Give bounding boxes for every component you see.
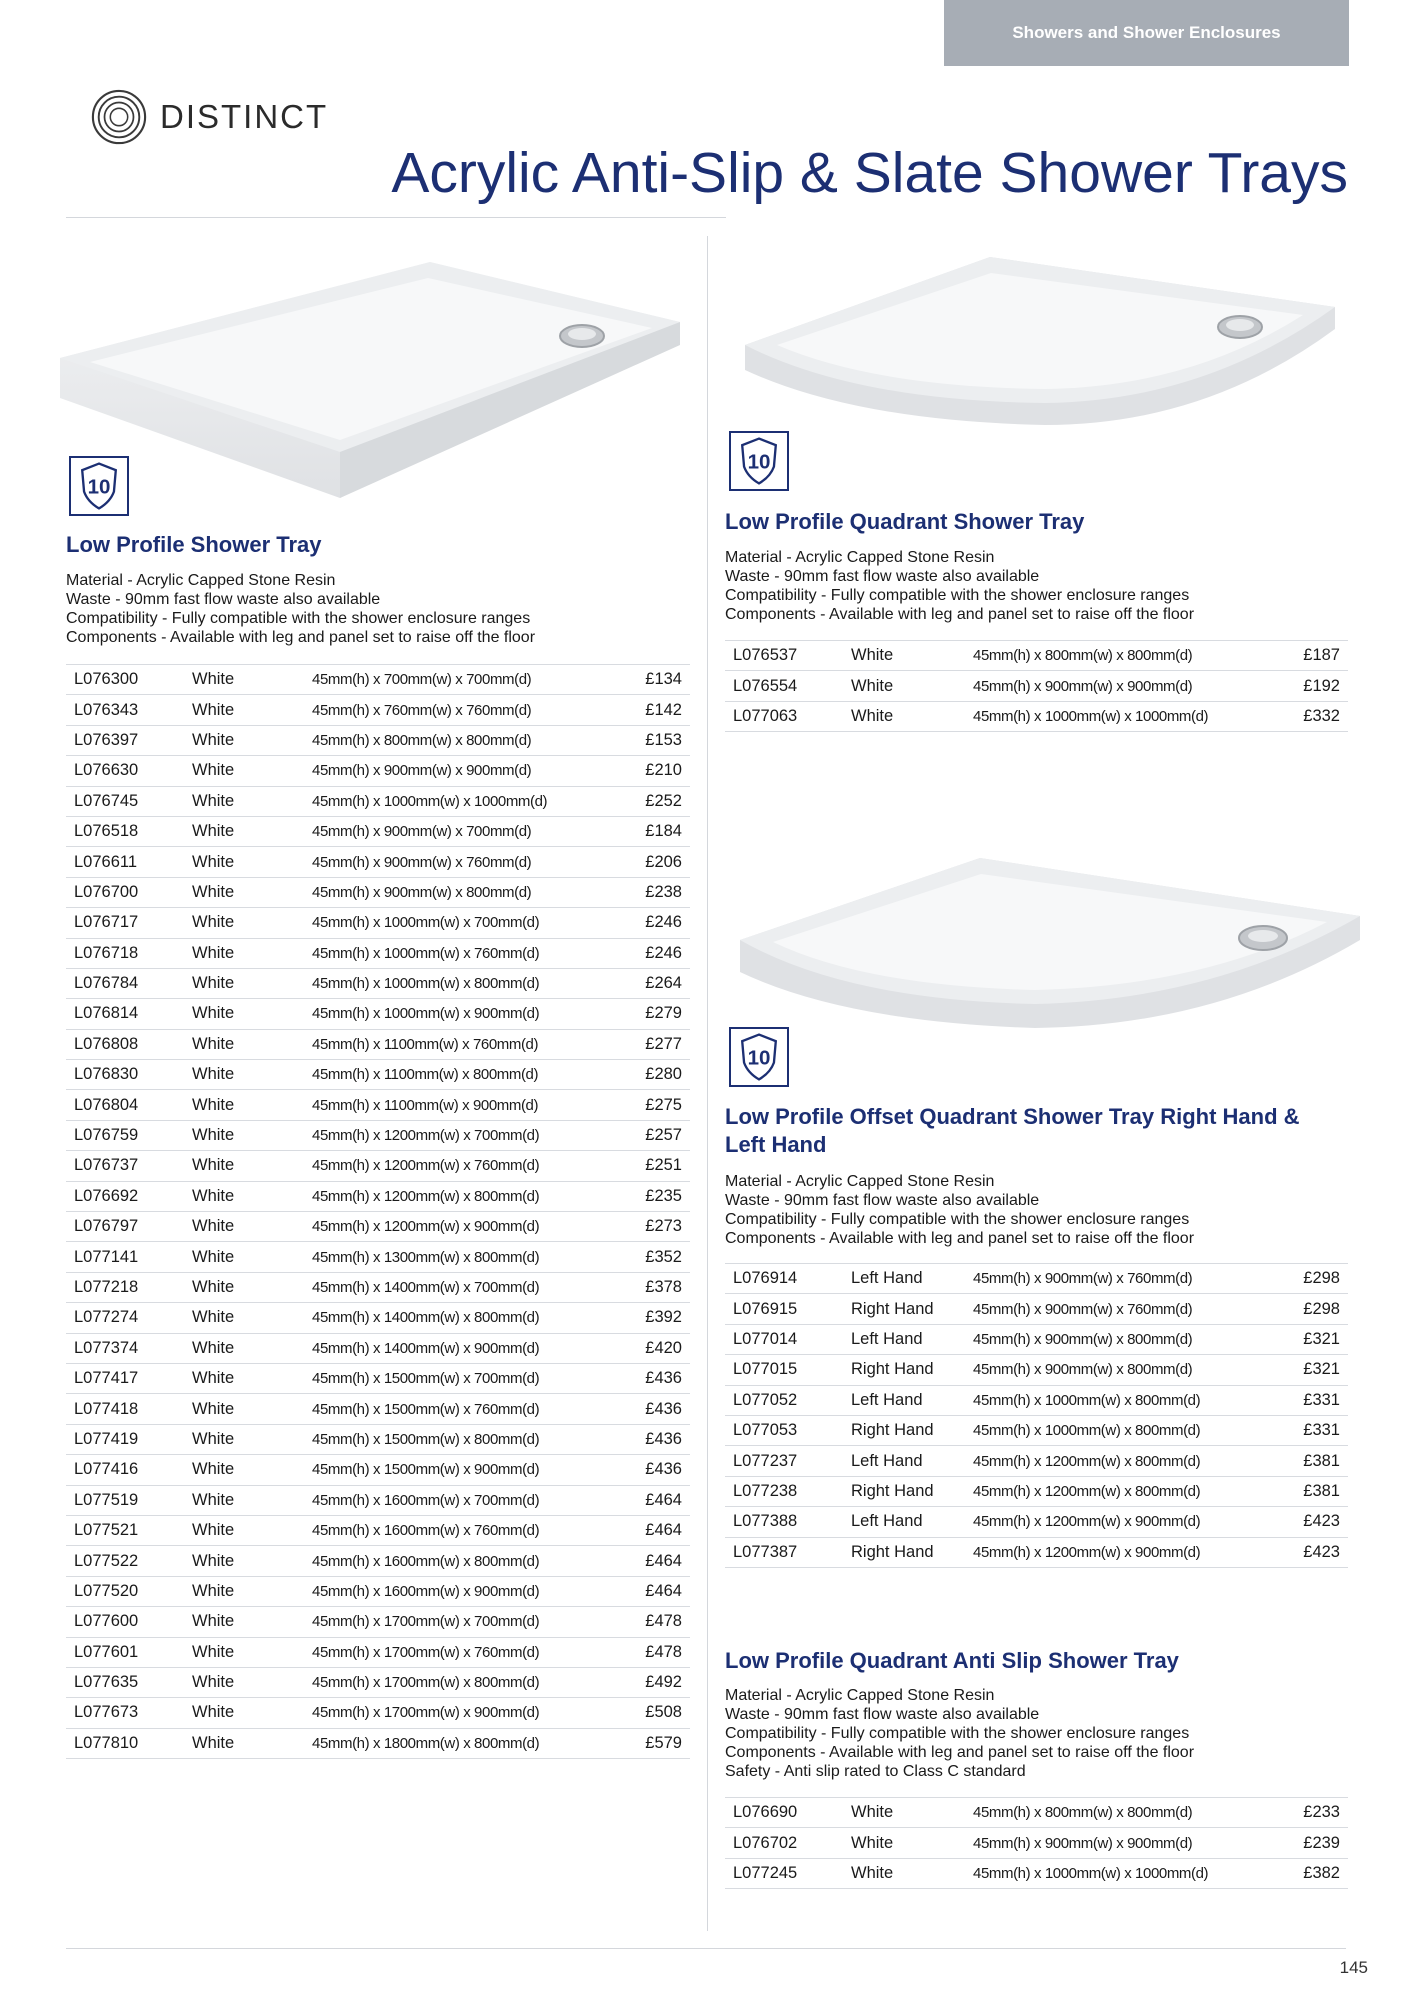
product-dimensions: 45mm(h) x 1000mm(w) x 800mm(d): [973, 1422, 1201, 1440]
table-row: [66, 1515, 690, 1545]
product-code: L076611: [74, 852, 138, 871]
product-finish: White: [192, 761, 235, 780]
table-row: [66, 938, 690, 968]
product-code: L077520: [74, 1581, 139, 1600]
product-title: Low Profile Quadrant Anti Slip Shower Tray: [725, 1648, 1179, 1673]
brand-rings-icon: [90, 88, 148, 146]
table-row: [66, 968, 690, 998]
product-code: L077237: [733, 1451, 798, 1470]
quadrant-tray-image: [735, 245, 1345, 435]
shield-icon: [731, 433, 787, 489]
product-finish: White: [851, 1863, 894, 1882]
product-price: £378: [645, 1278, 682, 1296]
product-price: £392: [645, 1308, 682, 1327]
product-dimensions: 45mm(h) x 1000mm(w) x 800mm(d): [312, 975, 540, 993]
table-row: [725, 1324, 1348, 1354]
product-finish: Right Hand: [851, 1542, 934, 1561]
product-dimensions: 45mm(h) x 800mm(w) x 800mm(d): [973, 647, 1193, 665]
product-dimensions: 45mm(h) x 1700mm(w) x 760mm(d): [312, 1643, 540, 1661]
table-row: [725, 1858, 1348, 1888]
product-finish: Left Hand: [851, 1329, 923, 1348]
product-finish: White: [192, 1490, 235, 1509]
product-finish: White: [192, 700, 235, 719]
section-tab: Showers and Shower Enclosures: [944, 0, 1349, 66]
offset-quadrant-tray-image: [735, 850, 1365, 1035]
title-divider: [66, 217, 726, 218]
product-price: £153: [645, 730, 682, 749]
table-row: [725, 1355, 1348, 1385]
page-title: Acrylic Anti-Slip & Slate Shower Trays: [391, 141, 1348, 205]
product-dimensions: 45mm(h) x 900mm(w) x 800mm(d): [312, 883, 532, 901]
product-dimensions: 45mm(h) x 1200mm(w) x 800mm(d): [973, 1482, 1201, 1500]
product-dimensions: 45mm(h) x 1200mm(w) x 900mm(d): [973, 1513, 1201, 1531]
product-dimensions: 45mm(h) x 1000mm(w) x 1000mm(d): [973, 707, 1209, 725]
product-code: L077387: [733, 1542, 798, 1561]
product-finish: White: [192, 1338, 235, 1357]
rectangular-tray-image: [60, 250, 690, 510]
product-finish: White: [192, 1460, 235, 1479]
product-price: £275: [645, 1095, 682, 1114]
table-row: [66, 1424, 690, 1454]
product-dimensions: 45mm(h) x 1300mm(w) x 800mm(d): [312, 1248, 540, 1266]
product-finish: White: [192, 1581, 235, 1600]
product-code: L077417: [74, 1369, 139, 1388]
product-dimensions: 45mm(h) x 900mm(w) x 760mm(d): [973, 1270, 1193, 1288]
product-dimensions: 45mm(h) x 1200mm(w) x 700mm(d): [312, 1127, 540, 1145]
product-price: £210: [645, 761, 682, 780]
product-finish: White: [851, 1803, 894, 1822]
product-dimensions: 45mm(h) x 900mm(w) x 900mm(d): [973, 677, 1193, 695]
product-code: L076300: [74, 670, 139, 689]
price-table: [725, 1263, 1348, 1568]
product-dimensions: 45mm(h) x 1600mm(w) x 760mm(d): [312, 1522, 540, 1540]
table-row: [66, 1607, 690, 1637]
product-finish: White: [851, 706, 894, 725]
product-title: Low Profile Quadrant Shower Tray: [725, 509, 1085, 534]
product-code: L077374: [74, 1338, 139, 1357]
product-title: Low Profile Shower Tray: [66, 532, 322, 557]
product-price: £252: [645, 791, 682, 810]
table-row: [66, 1485, 690, 1515]
product-dimensions: 45mm(h) x 1500mm(w) x 800mm(d): [312, 1430, 540, 1448]
table-row: [66, 1576, 690, 1606]
product-price: £298: [1303, 1299, 1340, 1318]
product-code: L077418: [74, 1399, 139, 1418]
svg-text:10: 10: [87, 475, 111, 499]
table-row: [725, 701, 1348, 731]
product-code: L077635: [74, 1673, 139, 1692]
table-row: [725, 641, 1348, 671]
product-code: L077014: [733, 1329, 798, 1348]
product-price: £464: [645, 1521, 682, 1540]
product-code: L076797: [74, 1217, 139, 1236]
product-finish: White: [192, 882, 235, 901]
product-price: £280: [645, 1065, 682, 1084]
product-dimensions: 45mm(h) x 800mm(w) x 800mm(d): [973, 1804, 1193, 1822]
table-row: [66, 1546, 690, 1576]
product-code: L077416: [74, 1460, 139, 1479]
product-code: L076343: [74, 700, 139, 719]
product-code: L077522: [74, 1551, 139, 1570]
table-row: [725, 1476, 1348, 1506]
product-code: L076700: [74, 882, 139, 901]
product-finish: White: [192, 1217, 235, 1236]
product-code: L077388: [733, 1512, 798, 1531]
product-finish: White: [192, 1733, 235, 1752]
table-row: [66, 1333, 690, 1363]
product-finish: White: [192, 1308, 235, 1327]
table-row: [66, 847, 690, 877]
product-finish: White: [192, 1673, 235, 1692]
product-price: £257: [645, 1126, 682, 1145]
product-code: L076702: [733, 1833, 798, 1852]
table-row: [66, 786, 690, 816]
product-dimensions: 45mm(h) x 900mm(w) x 800mm(d): [973, 1361, 1193, 1379]
table-row: [66, 1363, 690, 1393]
product-price: £436: [645, 1429, 682, 1448]
table-row: [725, 671, 1348, 701]
product-code: L077245: [733, 1863, 798, 1882]
product-price: £184: [645, 822, 682, 841]
table-row: [66, 1303, 690, 1333]
table-row: [66, 1120, 690, 1150]
product-price: £277: [645, 1034, 682, 1053]
product-dimensions: 45mm(h) x 1500mm(w) x 700mm(d): [312, 1370, 540, 1388]
product-code: L077141: [74, 1247, 139, 1266]
table-row: [66, 1637, 690, 1667]
product-finish: White: [192, 1521, 235, 1540]
product-price: £279: [645, 1004, 682, 1023]
product-finish: White: [851, 646, 894, 665]
product-finish: White: [192, 1247, 235, 1266]
product-code: L076737: [74, 1156, 139, 1175]
product-code: L077015: [733, 1360, 798, 1379]
svg-text:10: 10: [747, 1046, 771, 1070]
table-row: [725, 1264, 1348, 1294]
product-price: £235: [645, 1186, 682, 1205]
product-price: £436: [645, 1460, 682, 1479]
product-code: L077601: [74, 1642, 139, 1661]
product-price: £233: [1303, 1803, 1340, 1822]
product-code: L076692: [74, 1186, 139, 1205]
table-row: [66, 1667, 690, 1697]
product-dimensions: 45mm(h) x 1000mm(w) x 1000mm(d): [973, 1864, 1209, 1882]
product-price: £436: [645, 1399, 682, 1418]
product-finish: Right Hand: [851, 1421, 934, 1440]
product-code: L076690: [733, 1803, 798, 1822]
product-code: L077600: [74, 1612, 139, 1631]
product-dimensions: 45mm(h) x 900mm(w) x 900mm(d): [312, 762, 532, 780]
product-dimensions: 45mm(h) x 1100mm(w) x 800mm(d): [312, 1066, 539, 1084]
price-table: [725, 1797, 1348, 1889]
product-finish: White: [192, 730, 235, 749]
product-price: £423: [1303, 1542, 1340, 1561]
product-finish: White: [192, 1369, 235, 1388]
product-price: £264: [645, 974, 682, 993]
product-dimensions: 45mm(h) x 900mm(w) x 800mm(d): [973, 1330, 1193, 1348]
product-finish: White: [192, 1126, 235, 1145]
product-code: L076718: [74, 943, 139, 962]
product-code: L076804: [74, 1095, 139, 1114]
product-dimensions: 45mm(h) x 1500mm(w) x 760mm(d): [312, 1400, 540, 1418]
product-finish: Right Hand: [851, 1481, 934, 1500]
table-row: [66, 1060, 690, 1090]
product-price: £134: [645, 670, 682, 689]
product-finish: White: [192, 1642, 235, 1661]
product-price: £381: [1303, 1451, 1340, 1470]
column-divider: [707, 236, 708, 1931]
product-title: Low Profile Offset Quadrant Shower Tray Right Hand & Left Hand: [725, 1104, 1300, 1157]
product-specs: Material - Acrylic Capped Stone Resin Waste - 90mm fast flow waste also available Compatibility - Fully compatible with the shower enclosure ranges Components - Available with leg and panel set to raise off the floor: [725, 549, 1195, 623]
table-row: [66, 1090, 690, 1120]
product-dimensions: 45mm(h) x 1100mm(w) x 760mm(d): [312, 1035, 539, 1053]
table-row: [725, 1294, 1348, 1324]
product-code: L076914: [733, 1269, 798, 1288]
product-finish: White: [192, 1034, 235, 1053]
product-dimensions: 45mm(h) x 1200mm(w) x 800mm(d): [973, 1452, 1201, 1470]
table-row: [66, 999, 690, 1029]
product-finish: White: [192, 852, 235, 871]
product-dimensions: 45mm(h) x 800mm(w) x 800mm(d): [312, 731, 532, 749]
footer-divider: [66, 1948, 1346, 1949]
product-dimensions: 45mm(h) x 1400mm(w) x 700mm(d): [312, 1279, 540, 1296]
product-price: £579: [645, 1733, 682, 1752]
product-price: £436: [645, 1369, 682, 1388]
product-price: £464: [645, 1581, 682, 1600]
product-price: £192: [1303, 676, 1340, 695]
table-row: [66, 756, 690, 786]
product-finish: White: [192, 1551, 235, 1570]
product-code: L077521: [74, 1521, 139, 1540]
product-code: L077052: [733, 1390, 798, 1409]
product-finish: White: [192, 1095, 235, 1114]
product-price: £464: [645, 1490, 682, 1509]
product-dimensions: 45mm(h) x 1700mm(w) x 700mm(d): [312, 1613, 540, 1631]
product-dimensions: 45mm(h) x 1000mm(w) x 800mm(d): [973, 1391, 1201, 1409]
product-specs: Material - Acrylic Capped Stone Resin Waste - 90mm fast flow waste also available Compatibility - Fully compatible with the shower enclosure ranges Components - Available with leg and panel set to raise off the floor Safety - Anti slip rated to Class C standard: [725, 1687, 1195, 1780]
product-price: £423: [1303, 1512, 1340, 1531]
product-finish: White: [192, 1399, 235, 1418]
product-code: L076915: [733, 1299, 798, 1318]
product-price: £187: [1303, 646, 1340, 665]
product-dimensions: 45mm(h) x 900mm(w) x 760mm(d): [312, 853, 532, 871]
table-row: [725, 1537, 1348, 1567]
table-row: [66, 1029, 690, 1059]
product-dimensions: 45mm(h) x 1000mm(w) x 900mm(d): [312, 1005, 540, 1023]
product-specs: Material - Acrylic Capped Stone Resin Waste - 90mm fast flow waste also available Compatibility - Fully compatible with the shower enclosure ranges Components - Available with leg and panel set to raise off the floor: [725, 1173, 1195, 1247]
product-price: £332: [1303, 706, 1340, 725]
table-row: [66, 725, 690, 755]
warranty-10-badge: [69, 456, 129, 516]
product-dimensions: 45mm(h) x 1500mm(w) x 900mm(d): [312, 1461, 540, 1479]
product-code: L077218: [74, 1278, 139, 1296]
product-dimensions: 45mm(h) x 1200mm(w) x 800mm(d): [312, 1187, 540, 1205]
product-price: £298: [1303, 1269, 1340, 1288]
product-finish: Right Hand: [851, 1299, 934, 1318]
product-code: L076814: [74, 1004, 139, 1023]
product-price: £508: [645, 1703, 682, 1722]
product-price: £331: [1303, 1421, 1340, 1440]
table-row: [66, 1455, 690, 1485]
price-table: [725, 640, 1348, 732]
table-row: [66, 695, 690, 725]
table-row: [66, 1181, 690, 1211]
product-dimensions: 45mm(h) x 760mm(w) x 760mm(d): [312, 701, 532, 719]
table-row: [725, 1798, 1348, 1828]
product-price: £321: [1303, 1360, 1340, 1379]
product-code: L076630: [74, 761, 139, 780]
table-row: [66, 1212, 690, 1242]
product-price: £273: [645, 1217, 682, 1236]
price-table: [66, 664, 690, 1759]
product-dimensions: 45mm(h) x 1000mm(w) x 1000mm(d): [312, 792, 548, 810]
product-finish: Right Hand: [851, 1360, 934, 1379]
product-code: L076808: [74, 1034, 139, 1053]
product-code: L076554: [733, 676, 798, 695]
product-price: £246: [645, 913, 682, 932]
table-row: [66, 1272, 690, 1302]
product-code: L076518: [74, 822, 139, 841]
table-row: [66, 1698, 690, 1728]
product-finish: White: [192, 1278, 235, 1296]
product-finish: Left Hand: [851, 1269, 923, 1288]
product-code: L077063: [733, 706, 798, 725]
product-specs: Material - Acrylic Capped Stone Resin Waste - 90mm fast flow waste also available Compatibility - Fully compatible with the shower enclosure ranges Components - Available with leg and panel set to raise off the floor: [66, 572, 536, 646]
product-code: L076759: [74, 1126, 139, 1145]
product-dimensions: 45mm(h) x 900mm(w) x 700mm(d): [312, 823, 532, 841]
product-dimensions: 45mm(h) x 1000mm(w) x 760mm(d): [312, 944, 540, 962]
product-code: L077419: [74, 1429, 139, 1448]
product-code: L077673: [74, 1703, 139, 1722]
product-dimensions: 45mm(h) x 700mm(w) x 700mm(d): [312, 671, 532, 689]
product-finish: Left Hand: [851, 1451, 923, 1470]
product-code: L077810: [74, 1733, 139, 1752]
table-row: [725, 1415, 1348, 1445]
svg-text:10: 10: [747, 450, 771, 474]
product-code: L076537: [733, 646, 798, 665]
product-dimensions: 45mm(h) x 1600mm(w) x 700mm(d): [312, 1491, 540, 1509]
product-finish: White: [851, 676, 894, 695]
product-finish: White: [192, 822, 235, 841]
product-dimensions: 45mm(h) x 1800mm(w) x 800mm(d): [312, 1734, 540, 1752]
table-row: [66, 1394, 690, 1424]
product-price: £142: [645, 700, 682, 719]
product-finish: White: [192, 1186, 235, 1205]
product-code: L076745: [74, 791, 139, 810]
product-price: £478: [645, 1612, 682, 1631]
table-row: [66, 908, 690, 938]
product-dimensions: 45mm(h) x 1600mm(w) x 800mm(d): [312, 1552, 540, 1570]
product-code: L076784: [74, 974, 139, 993]
table-row: [66, 816, 690, 846]
product-finish: White: [192, 1004, 235, 1023]
product-price: £464: [645, 1551, 682, 1570]
product-dimensions: 45mm(h) x 1200mm(w) x 900mm(d): [973, 1543, 1201, 1561]
product-dimensions: 45mm(h) x 900mm(w) x 760mm(d): [973, 1300, 1193, 1318]
product-code: L077519: [74, 1490, 139, 1509]
brand-name: DISTINCT: [160, 98, 329, 135]
table-row: [725, 1828, 1348, 1858]
product-code: L076717: [74, 913, 139, 932]
product-dimensions: 45mm(h) x 1700mm(w) x 900mm(d): [312, 1704, 540, 1722]
product-dimensions: 45mm(h) x 900mm(w) x 900mm(d): [973, 1834, 1193, 1852]
product-code: L077238: [733, 1481, 798, 1500]
product-code: L077053: [733, 1421, 798, 1440]
product-dimensions: 45mm(h) x 1600mm(w) x 900mm(d): [312, 1582, 540, 1600]
product-finish: White: [851, 1833, 894, 1852]
product-finish: Left Hand: [851, 1512, 923, 1531]
product-price: £382: [1303, 1863, 1340, 1882]
product-dimensions: 45mm(h) x 1100mm(w) x 900mm(d): [312, 1096, 539, 1114]
product-price: £331: [1303, 1390, 1340, 1409]
page-number: 145: [1339, 1958, 1368, 1977]
product-code: L076397: [74, 730, 139, 749]
table-row: [66, 877, 690, 907]
product-dimensions: 45mm(h) x 1200mm(w) x 900mm(d): [312, 1218, 540, 1236]
table-row: [66, 1242, 690, 1272]
product-price: £352: [645, 1247, 682, 1266]
product-price: £478: [645, 1642, 682, 1661]
product-dimensions: 45mm(h) x 1000mm(w) x 700mm(d): [312, 914, 540, 932]
product-finish: White: [192, 1156, 235, 1175]
product-price: £492: [645, 1673, 682, 1692]
product-dimensions: 45mm(h) x 1700mm(w) x 800mm(d): [312, 1674, 540, 1692]
product-price: £251: [645, 1156, 682, 1175]
product-finish: Left Hand: [851, 1390, 923, 1409]
product-finish: White: [192, 1612, 235, 1631]
table-row: [725, 1446, 1348, 1476]
table-row: [66, 1151, 690, 1181]
brand-logo: [90, 88, 328, 146]
shield-icon: [71, 458, 127, 514]
product-dimensions: 45mm(h) x 1400mm(w) x 800mm(d): [312, 1309, 540, 1327]
product-finish: White: [192, 974, 235, 993]
product-price: £206: [645, 852, 682, 871]
product-finish: White: [192, 943, 235, 962]
product-price: £239: [1303, 1833, 1340, 1852]
table-row: [725, 1507, 1348, 1537]
product-price: £420: [645, 1338, 682, 1357]
product-finish: White: [192, 1429, 235, 1448]
table-row: [725, 1385, 1348, 1415]
product-finish: White: [192, 791, 235, 810]
shield-icon: [731, 1029, 787, 1085]
product-finish: White: [192, 1065, 235, 1084]
warranty-10-badge: [729, 431, 789, 491]
product-code: L077274: [74, 1308, 139, 1327]
product-finish: White: [192, 670, 235, 689]
product-price: £238: [645, 882, 682, 901]
product-price: £246: [645, 943, 682, 962]
table-row: [66, 1728, 690, 1758]
product-finish: White: [192, 1703, 235, 1722]
product-finish: White: [192, 913, 235, 932]
product-price: £381: [1303, 1481, 1340, 1500]
product-dimensions: 45mm(h) x 1200mm(w) x 760mm(d): [312, 1157, 540, 1175]
warranty-10-badge: [729, 1027, 789, 1087]
product-code: L076830: [74, 1065, 139, 1084]
table-row: [66, 665, 690, 695]
product-price: £321: [1303, 1329, 1340, 1348]
product-dimensions: 45mm(h) x 1400mm(w) x 900mm(d): [312, 1339, 540, 1357]
